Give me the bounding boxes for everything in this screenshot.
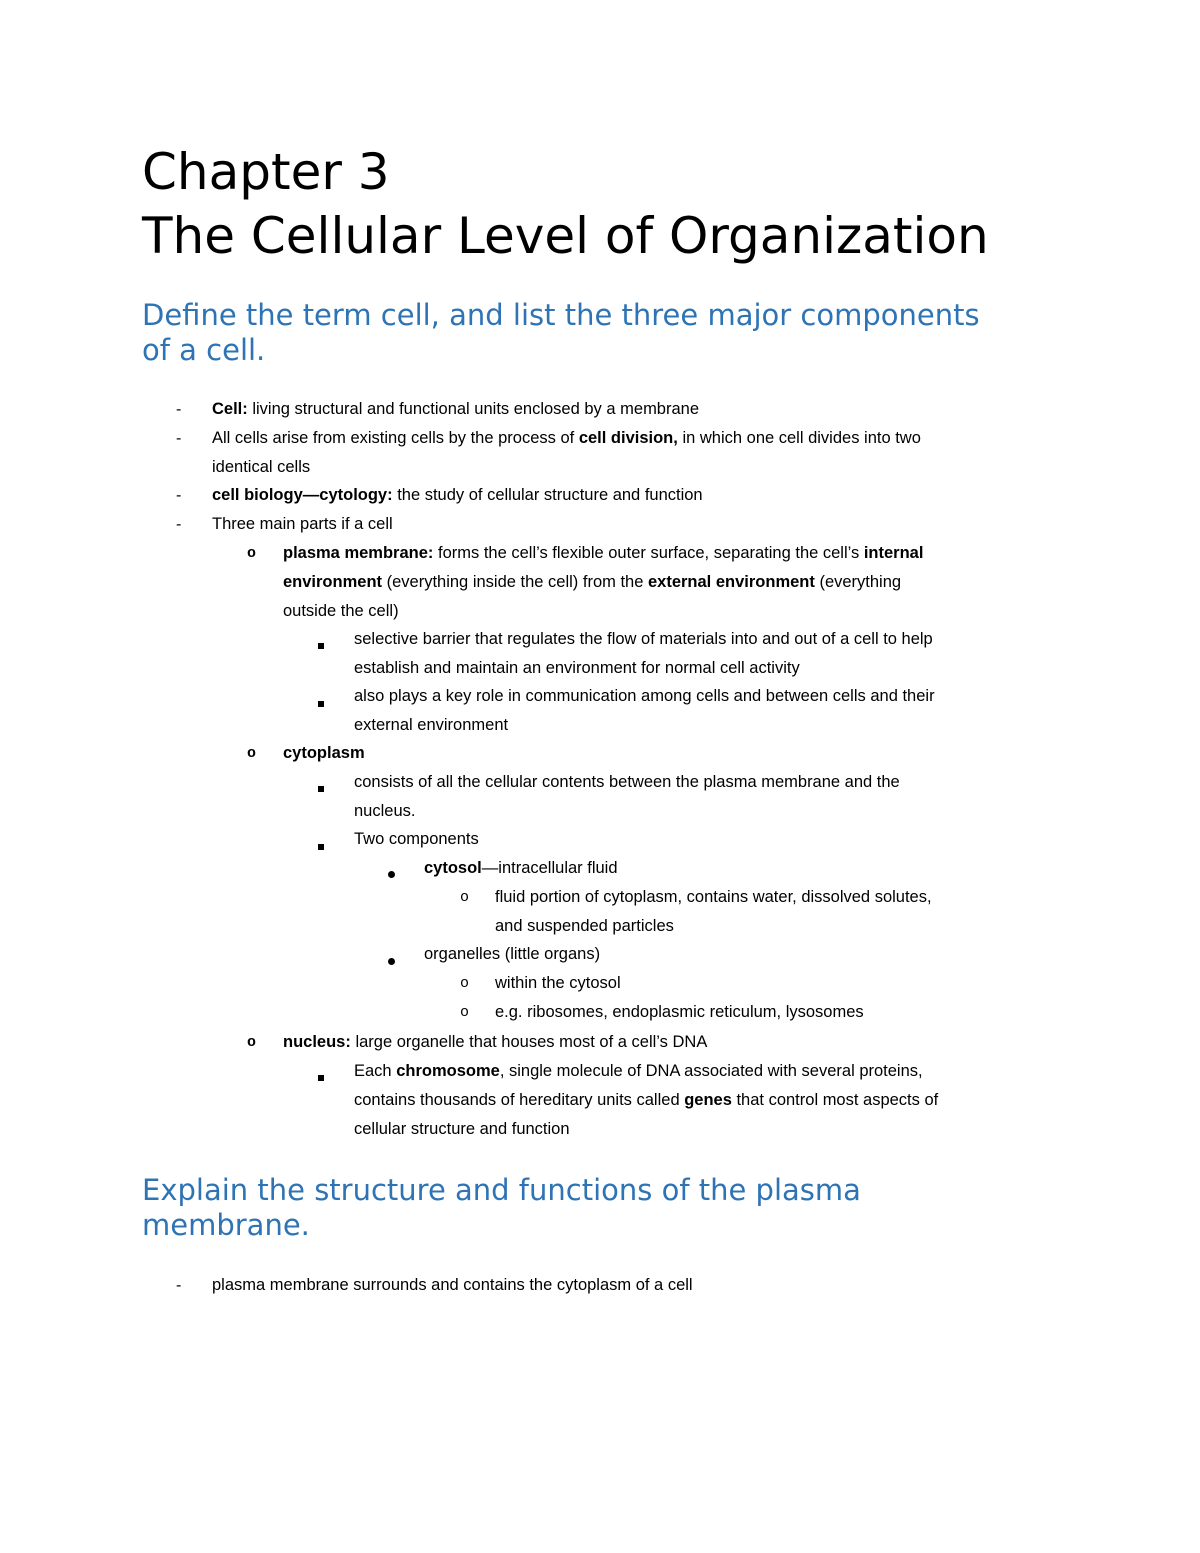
bullet-square (318, 694, 324, 712)
list-item-continuation: external environment (354, 716, 509, 734)
bullet-square (318, 636, 324, 654)
bullet-square (318, 1068, 324, 1086)
list-item: plasma membrane: forms the cell’s flexible outer surface, separating the cell’s internal (283, 544, 924, 562)
bullet-dot (388, 952, 395, 970)
list-item-continuation: and suspended particles (495, 917, 674, 935)
list-item-continuation: cellular structure and function (354, 1120, 570, 1138)
list-item: Cell: living structural and functional units enclosed by a membrane (212, 400, 700, 418)
list-item: cell biology—cytology: the study of cellular structure and function (212, 486, 703, 504)
list-item: within the cytosol (495, 974, 621, 992)
list-item: fluid portion of cytoplasm, contains water, dissolved solutes, (495, 888, 932, 906)
list-item: plasma membrane surrounds and contains the cytoplasm of a cell (212, 1276, 693, 1294)
chapter-number: Chapter 3 (142, 143, 390, 201)
list-item-continuation: outside the cell) (283, 602, 399, 620)
list-item-continuation: establish and maintain an environment for normal cell activity (354, 659, 800, 677)
chapter-title (142, 140, 989, 268)
list-item: also plays a key role in communication among cells and between cells and their (354, 687, 935, 705)
chapter-name: The Cellular Level of Organization (142, 207, 989, 265)
list-item: Two components (354, 830, 479, 848)
list-item: consists of all the cellular contents between the plasma membrane and the (354, 773, 900, 791)
list-item: cytoplasm (283, 744, 365, 762)
list-item-continuation: nucleus. (354, 802, 416, 820)
list-item: organelles (little organs) (424, 945, 601, 963)
list-item: cytosol—intracellular fluid (424, 859, 618, 877)
list-item: nucleus: large organelle that houses most of a cell’s DNA (283, 1033, 708, 1051)
bullet-o: o (460, 1004, 470, 1021)
bullet-o: o (247, 1034, 257, 1051)
list-item: All cells arise from existing cells by the process of cell division, in which one cell divides into two (212, 429, 921, 447)
bullet-dash: - (176, 516, 182, 533)
list-item-continuation: identical cells (212, 458, 311, 476)
bullet-dash: - (176, 430, 182, 447)
bullet-o: o (247, 545, 257, 562)
bullet-square (318, 837, 324, 855)
bullet-o: o (460, 889, 470, 906)
bullet-o: o (460, 975, 470, 992)
list-item: e.g. ribosomes, endoplasmic reticulum, lysosomes (495, 1003, 864, 1021)
bullet-dot (388, 865, 395, 883)
list-item: Each chromosome, single molecule of DNA associated with several proteins, (354, 1062, 923, 1080)
bullet-square (318, 779, 324, 797)
section-heading-1: Define the term cell, and list the three major components of a cell. (142, 298, 980, 367)
list-item-continuation: environment (everything inside the cell) from the external environment (everything (283, 573, 902, 591)
list-item: selective barrier that regulates the flow of materials into and out of a cell to help (354, 630, 933, 648)
bullet-dash: - (176, 1277, 182, 1294)
bullet-dash: - (176, 401, 182, 418)
bullet-o: o (247, 745, 257, 762)
list-item: Three main parts if a cell (212, 515, 393, 533)
list-item-continuation: contains thousands of hereditary units called genes that control most aspects of (354, 1091, 939, 1109)
section-heading-2: Explain the structure and functions of the plasma membrane. (142, 1173, 861, 1242)
bullet-dash: - (176, 487, 182, 504)
